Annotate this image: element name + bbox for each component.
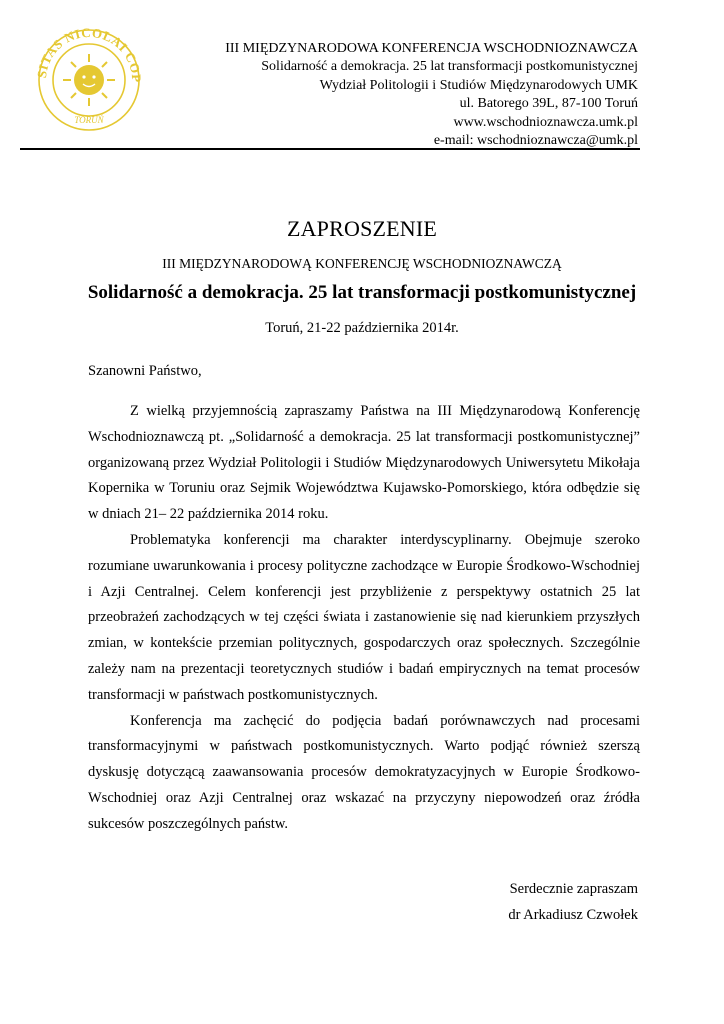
- signature-closing: Serdecznie zapraszam: [509, 881, 638, 897]
- header-faculty: Wydział Politologii i Studiów Międzynarodowych UMK: [319, 77, 638, 93]
- header-conference-title: III MIĘDZYNARODOWA KONFERENCJA WSCHODNIOZNAWCZA: [225, 41, 638, 56]
- conference-subtitle: III MIĘDZYNARODOWĄ KONFERENCJĘ WSCHODNIOZNAWCZĄ: [162, 256, 562, 271]
- letter-body: [88, 399, 640, 838]
- paragraph-scope: Problematyka konferencji ma charakter interdyscyplinarny. Obejmuje szeroko rozumiane uwarunkowania i procesy polityczne zachodzące w Europie Środkowo-Wschodniej i Azji Centralnej. Celem konferencji jest przybliżenie z perspektywy ostatnich 25 lat przeobrażeń zachodzących w tej części świata i zastanowienie się nad kierunkiem przyszłych zmian, w kontekście przemian politycznych, gospodarczych oraz społecznych. Szczególnie zależy nam na prezentacji teoretycznych studiów i badań empirycznych na temat procesów transformacji w państwach postkomunistycznych.: [88, 531, 640, 703]
- header-website-link[interactable]: www.wschodnioznawcza.umk.pl: [453, 114, 638, 130]
- signature-name: dr Arkadiusz Czwołek: [508, 907, 638, 923]
- header-divider: [20, 148, 640, 150]
- university-seal-graphic: [30, 22, 148, 132]
- svg-text:TORUŃ: TORUŃ: [74, 115, 104, 125]
- paragraph-goals: Konferencja ma zachęcić do podjęcia badań porównawczych nad procesami transformacyjnymi w państwach postkomunistycznych. Warto podjąć również szerszą dyskusję dotyczącą zaawansowania procesów demokratyzacyjnych w Europie Środkowo-Wschodniej oraz Azji Centralnej oraz wskazać na przyczyny niepowodzeń oraz źródła sukcesów poszczególnych państw.: [88, 712, 640, 832]
- place-and-date: Toruń, 21-22 października 2014r.: [265, 320, 459, 336]
- signature-block: [508, 876, 638, 928]
- header-address: ul. Batorego 39L, 87-100 Toruń: [459, 96, 638, 112]
- header-email-link[interactable]: e-mail: wschodnioznawcza@umk.pl: [433, 133, 638, 149]
- letterhead: [225, 40, 638, 150]
- paragraph-invitation: Z wielką przyjemnością zapraszamy Państwa na III Międzynarodową Konferencję Wschodnioznawczą pt. „Solidarność a demokracja. 25 lat transformacji postkomunistycznej” organizowaną przez Wydział Politologii i Studiów Międzynarodowych Uniwersytetu Mikołaja Kopernika w Toruniu oraz Sejmik Województwa Kujawsko-Pomorskiego, która odbędzie się w dniach 21– 22 października 2014 roku.: [88, 403, 640, 523]
- header-conference-subtitle: Solidarność a demokracja. 25 lat transformacji postkomunistycznej: [261, 59, 638, 75]
- svg-text:UNIVERSITAS NICOLAI COPERNICI: SITAS NICOLAI COP: [33, 24, 145, 83]
- document-title: ZAPROSZENIE: [286, 216, 438, 241]
- conference-name: Solidarność a demokracja. 25 lat transformacji postkomunistycznej: [87, 282, 637, 303]
- university-seal-logo: [30, 22, 148, 132]
- greeting: Szanowni Państwo,: [88, 363, 202, 379]
